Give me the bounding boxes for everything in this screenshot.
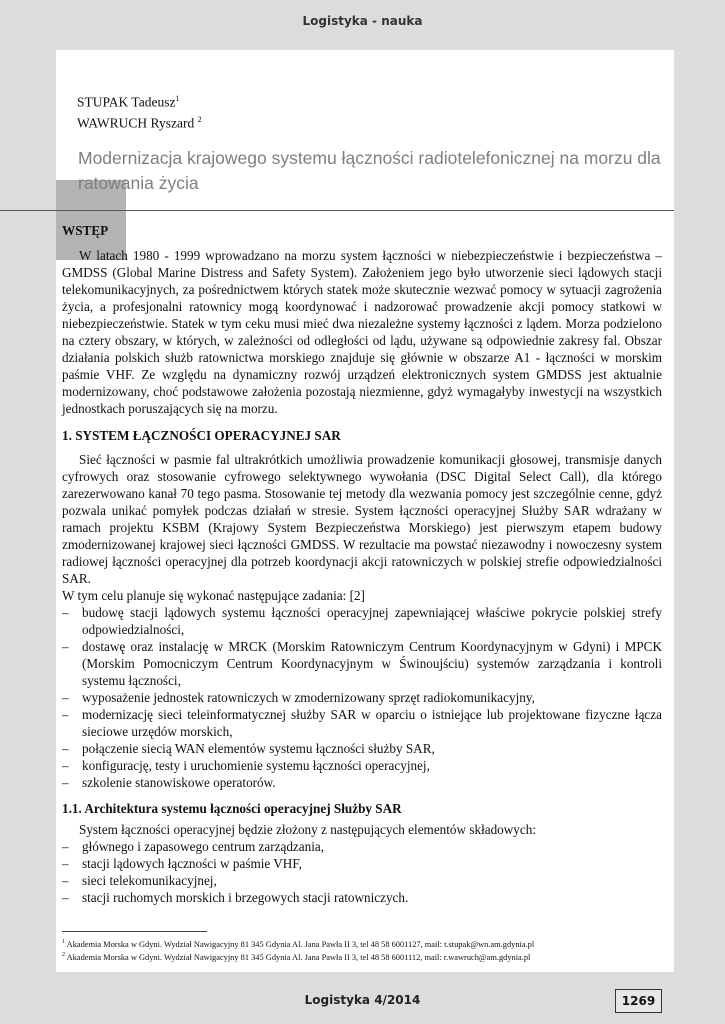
list-dash: – bbox=[62, 707, 69, 722]
list-dash: – bbox=[62, 856, 69, 871]
list-item bbox=[62, 774, 662, 791]
list-item bbox=[62, 838, 662, 855]
component-list bbox=[62, 838, 662, 906]
list-dash: – bbox=[62, 639, 69, 654]
list-item-text: szkolenie stanowiskowe operatorów. bbox=[82, 775, 276, 790]
task-list bbox=[62, 604, 662, 791]
list-item-text: sieci telekomunikacyjnej, bbox=[82, 873, 217, 888]
list-item-text: dostawę oraz instalację w MRCK (Morskim Ratowniczym Centrum Koordynacyjnym w Gdyni) i MPCK (Morskim Pomocniczym Centrum Koordynacyjnym w Świnoujściu) systemów zarządzania i kontroli systemu łączności, bbox=[82, 639, 662, 688]
article-title: Modernizacja krajowego systemu łączności radiotelefonicznej na morzu dla ratowania życia bbox=[78, 148, 661, 193]
list-item-text: stacji lądowych łączności w paśmie VHF, bbox=[82, 856, 302, 871]
list-item-text: połączenie siecią WAN elementów systemu łączności służby SAR, bbox=[82, 741, 435, 756]
section-heading-1-1: 1.1. Architektura systemu łączności operacyjnej Służby SAR bbox=[62, 801, 402, 816]
footnote-ref: 1 bbox=[62, 939, 65, 945]
intro-paragraph: W latach 1980 - 1999 wprowadzano na morzu system łączności w niebezpieczeństwie i bezpieczeństwa – GMDSS (Global Marine Distress and Safety System). Założeniem jego było utworzenie sieci lądowych stacji telekomunikacyjnych, za pośrednictwem których statek może skutecznie wezwać pomocy w sytuacji zagrożenia życia, a profesjonalni ratownicy mogą koordynować i nadzorować prowadzenie akcji pomocy statkowi w niebezpieczeństwie. Statek w tym ceku musi mieć dwa niezależne systemy łączności z lądem. Morza podzielono na cztery obszary, w których, w zależności od odległości od lądu, używane są odpowiednie zakresy fal. Obszar działania polskich służb ratownictwa morskiego znajduje się głównie w obszarze A1 - łączności w morskim paśmie VHF. Ze względu na dynamiczny rozwój urządzeń elektronicznych system GMDSS jest aktualnie modernizowany, choć podstawowe założenia pozostają niezmienne, gdyż wymagałyby inwestycji na wszystkich jednostkach poruszających się na morzu. bbox=[62, 248, 662, 416]
list-dash: – bbox=[62, 775, 69, 790]
list-item-text: stacji ruchomych morskich i brzegowych stacji ratowniczych. bbox=[82, 890, 409, 905]
author bbox=[77, 90, 202, 111]
author-footnote-ref: 2 bbox=[197, 114, 202, 124]
author bbox=[77, 111, 202, 132]
list-item-text: konfigurację, testy i uruchomienie systemu łączności operacyjnej, bbox=[82, 758, 430, 773]
page-number: 1269 bbox=[615, 989, 662, 1013]
list-item bbox=[62, 855, 662, 872]
list-item bbox=[62, 604, 662, 638]
section-heading-1: 1. SYSTEM ŁĄCZNOŚCI OPERACYJNEJ SAR bbox=[62, 428, 341, 443]
footnote-ref: 2 bbox=[62, 951, 65, 958]
author-footnote-ref: 1 bbox=[175, 94, 180, 103]
author-name: STUPAK Tadeusz bbox=[77, 94, 176, 110]
list-item bbox=[62, 740, 662, 757]
section1-1-paragraph: System łączności operacyjnej będzie złożony z następujących elementów składowych: bbox=[79, 822, 536, 837]
list-dash: – bbox=[62, 873, 69, 888]
footnote-text: Akademia Morska w Gdyni. Wydział Nawigacyjny 81 345 Gdynia Al. Jana Pawła II 3, tel 48 58 6001127, mail: t.stupak@wn.am.gdynia.pl bbox=[66, 939, 535, 949]
list-dash: – bbox=[62, 741, 69, 756]
article-body bbox=[62, 222, 662, 906]
list-item-text: budowę stacji lądowych systemu łączności operacyjnej zapewniającej właściwe pokrycie polskiej strefy odpowiedzialności, bbox=[82, 605, 662, 637]
journal-footer: Logistyka 4/2014 bbox=[304, 993, 421, 1007]
list-item-text: wyposażenie jednostek ratowniczych w zmodernizowany sprzęt radiokomunikacyjny, bbox=[82, 690, 535, 705]
footnote bbox=[62, 950, 662, 963]
authors-block bbox=[77, 90, 202, 131]
section1-list-intro: W tym celu planuje się wykonać następujące zadania: [2] bbox=[62, 588, 365, 603]
list-item bbox=[62, 757, 662, 774]
list-dash: – bbox=[62, 890, 69, 905]
footnote-text: Akademia Morska w Gdyni. Wydział Nawigacyjny 81 345 Gdynia Al. Jana Pawła II 3, tel 48 58 6001112, mail: r.wawruch@am.gdynia.pl bbox=[66, 952, 531, 962]
list-dash: – bbox=[62, 605, 69, 620]
title-divider bbox=[0, 210, 674, 211]
list-dash: – bbox=[62, 690, 69, 705]
footnote-divider bbox=[62, 931, 207, 932]
list-item bbox=[62, 872, 662, 889]
list-dash: – bbox=[62, 839, 69, 854]
list-item-text: modernizację sieci teleinformatycznej służby SAR w oparciu o istniejące lub projektowane fizyczne łącza sieciowe urzędów morskich, bbox=[82, 707, 662, 739]
section1-paragraph: Sieć łączności w pasmie fal ultrakrótkich umożliwia prowadzenie komunikacji głosowej, transmisje danych cyfrowych oraz stosowanie cyfrowego selektywnego wywołania (DSC Digital Select Call), dla którego zarezerwowano kanał 70 tego pasma. Stosowanie tej metody dla wezwania pomocy jest szczególnie cenne, gdyż pozwala unikać pomyłek podczas działań w stresie. System łączności operacyjnej Służby SAR wdrażany w ramach projektu KSBM (Krajowy System Bezpieczeństwa Morskiego) jest pierwszym etapem budowy zmodernizowanej krajowej sieci łączności GMDSS. W rezultacie ma powstać niezawodny i nowoczesny system radiowej łączności operacyjnej dla potrzeb koordynacji akcji ratowniczych w polskiej strefie odpowiedzialności SAR. bbox=[62, 452, 662, 586]
list-item bbox=[62, 638, 662, 689]
list-dash: – bbox=[62, 758, 69, 773]
journal-header: Logistyka - nauka bbox=[302, 14, 423, 28]
list-item-text: głównego i zapasowego centrum zarządzania, bbox=[82, 839, 325, 854]
list-item bbox=[62, 889, 662, 906]
footnote bbox=[62, 937, 662, 950]
section-heading-intro: WSTĘP bbox=[62, 223, 109, 238]
list-item bbox=[62, 689, 662, 706]
footnotes bbox=[62, 937, 662, 963]
author-name: WAWRUCH Ryszard bbox=[77, 115, 195, 130]
list-item bbox=[62, 706, 662, 740]
